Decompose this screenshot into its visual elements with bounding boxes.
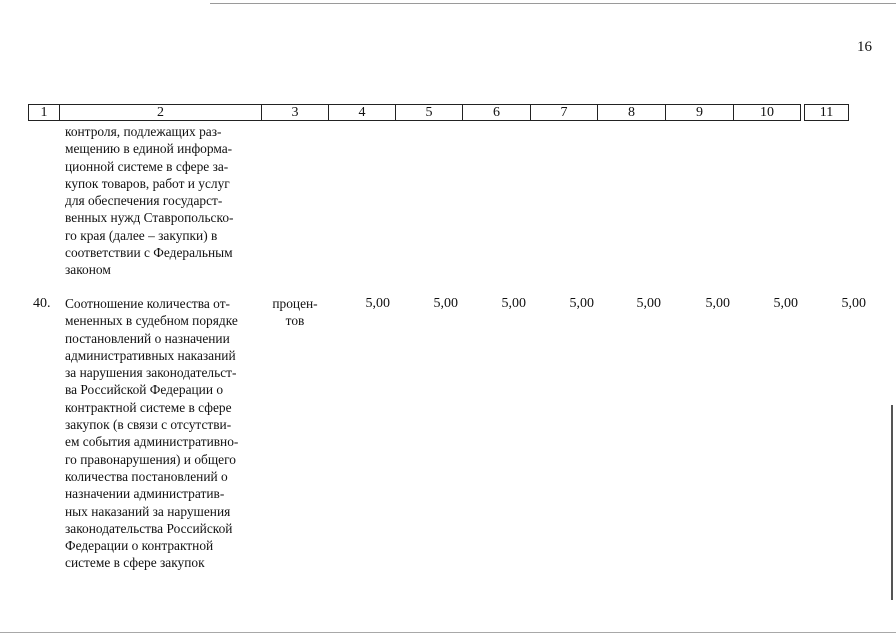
description-line: законодательства Российской: [65, 520, 233, 536]
row-40-value-col-8: 5,00: [636, 296, 661, 311]
description-line: закупок (в связи с отсутстви-: [65, 417, 232, 433]
scan-artifact-right-edge: [891, 405, 893, 600]
row-40-value-col-10: 5,00: [773, 296, 798, 311]
description-line: ва Российской Федерации о: [65, 382, 224, 398]
scan-artifact-bottom-line: [0, 632, 896, 633]
row-40-value-col-5: 5,00: [433, 296, 458, 311]
row-40-unit: [268, 295, 322, 330]
header-column-10: 10: [733, 104, 801, 121]
page-number: 16: [857, 39, 872, 55]
description-line: купок товаров, работ и услуг: [65, 175, 230, 191]
row-40-value-col-11: 5,00: [841, 296, 866, 311]
description-line: го края (далее – закупки) в: [65, 227, 218, 243]
row-40-number: 40.: [33, 296, 51, 311]
description-line: законом: [65, 262, 111, 278]
description-line: мещению в единой информа-: [65, 141, 233, 157]
description-line: ных наказаний за нарушения: [65, 503, 231, 519]
row-40-description: [65, 295, 255, 572]
description-line: мененных в судебном порядке: [65, 313, 238, 329]
unit-line: тов: [285, 313, 305, 329]
continued-row-description: [65, 123, 255, 279]
description-line: контроля, подлежащих раз-: [65, 124, 222, 139]
scan-artifact-top-line: [210, 3, 896, 4]
description-line: за нарушения законодательст-: [65, 365, 237, 381]
description-line: для обеспечения государст-: [65, 193, 223, 209]
description-line: постановлений о назначении: [65, 330, 230, 346]
header-column-8: 8: [597, 104, 666, 121]
row-40-value-col-9: 5,00: [705, 296, 730, 311]
description-line: контрактной системе в сфере: [65, 399, 232, 415]
description-line: соответствии с Федеральным: [65, 245, 233, 261]
header-column-6: 6: [462, 104, 531, 121]
description-line: го правонарушения) и общего: [65, 451, 236, 467]
description-line: ем события административно-: [65, 434, 239, 450]
header-column-9: 9: [665, 104, 734, 121]
description-line: ционной системе в сфере за-: [65, 158, 229, 174]
header-column-7: 7: [530, 104, 598, 121]
row-40-value-col-7: 5,00: [569, 296, 594, 311]
header-column-1: 1: [28, 104, 60, 121]
header-column-3: 3: [261, 104, 329, 121]
row-40-value-col-4: 5,00: [365, 296, 390, 311]
unit-line: процен-: [272, 296, 318, 311]
table-header-row: [28, 104, 848, 121]
description-line: системе в сфере закупок: [65, 555, 205, 571]
header-column-11: 11: [804, 104, 849, 121]
row-40-value-col-6: 5,00: [501, 296, 526, 311]
description-line: Соотношение количества от-: [65, 296, 231, 311]
header-column-2: 2: [59, 104, 262, 121]
description-line: назначении административ-: [65, 486, 225, 502]
header-column-5: 5: [395, 104, 463, 121]
header-column-4: 4: [328, 104, 396, 121]
description-line: административных наказаний: [65, 347, 236, 363]
description-line: венных нужд Ставропольско-: [65, 210, 234, 226]
description-line: количества постановлений о: [65, 468, 228, 484]
description-line: Федерации о контрактной: [65, 538, 214, 554]
